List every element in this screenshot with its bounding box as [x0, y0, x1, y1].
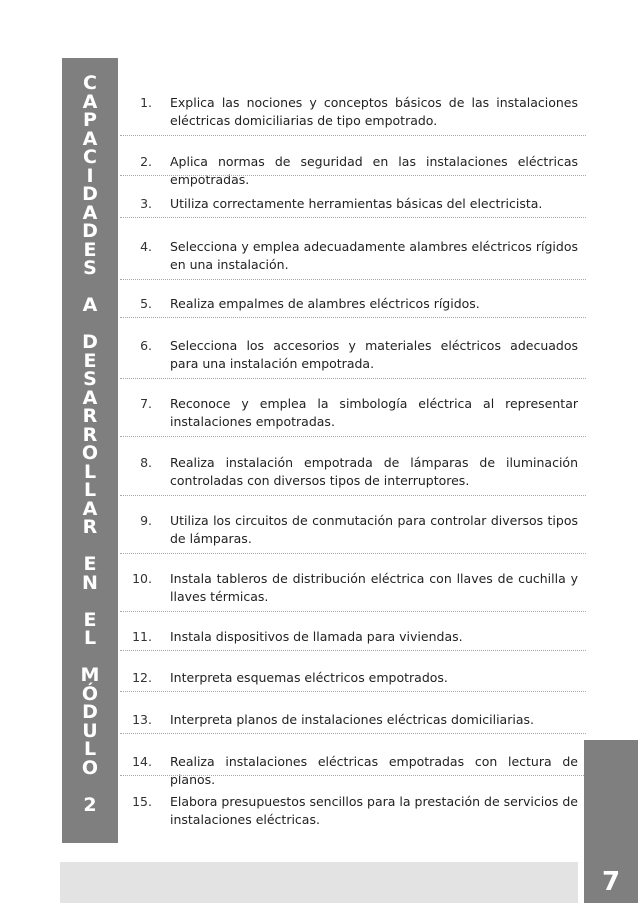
list-item-text: Realiza empalmes de alambres eléctricos rígidos. — [170, 296, 480, 311]
list-item-number: 13. — [132, 712, 152, 727]
vertical-title-letter: D — [82, 701, 98, 723]
list-item-text: Aplica normas de seguridad en las instalaciones eléctricas empotradas. — [170, 154, 578, 187]
vertical-title-letter: R — [82, 516, 98, 538]
dotted-divider — [120, 650, 586, 651]
vertical-title — [62, 74, 118, 814]
vertical-title-letter: A — [82, 386, 98, 409]
vertical-title-letter: N — [82, 571, 98, 594]
vertical-title-letter: R — [82, 423, 98, 446]
list-item-text: Realiza instalaciones eléctricas empotradas con lectura de planos. — [170, 754, 578, 787]
dotted-divider — [120, 135, 586, 136]
dotted-divider — [120, 553, 586, 554]
vertical-title-letter: E — [83, 553, 97, 575]
dotted-divider — [120, 495, 586, 496]
list-item-text: Interpreta esquemas eléctricos empotrados. — [170, 670, 448, 685]
list-item-text: Realiza instalación empotrada de lámparas de iluminación controladas con diversos tipos de interruptores. — [170, 455, 578, 488]
vertical-title-letter: E — [83, 349, 97, 372]
vertical-title-letter: R — [82, 405, 98, 427]
vertical-title-letter: D — [82, 220, 98, 242]
dotted-divider — [120, 175, 586, 176]
list-item-number: 5. — [140, 296, 152, 311]
list-item-text: Instala dispositivos de llamada para viviendas. — [170, 629, 463, 644]
list-item-text: Selecciona y emplea adecuadamente alambres eléctricos rígidos en una instalación. — [170, 239, 578, 272]
list-item-number: 2. — [140, 154, 152, 169]
list-item-text: Instala tableros de distribución eléctrica con llaves de cuchilla y llaves térmicas. — [170, 571, 578, 604]
list-item-text: Selecciona los accesorios y materiales eléctricos adecuados para una instalación empotrada. — [170, 338, 578, 371]
vertical-title-letter: M — [80, 664, 100, 686]
footer-bar — [60, 862, 578, 903]
list-item-number: 14. — [132, 754, 152, 769]
dotted-divider — [120, 436, 586, 437]
vertical-title-letter: S — [83, 257, 97, 279]
vertical-title-letter: I — [86, 164, 94, 187]
vertical-title-letter: C — [83, 146, 97, 168]
page-number-tab — [584, 740, 638, 903]
dotted-divider — [120, 611, 586, 612]
dotted-divider — [120, 317, 586, 318]
dotted-divider — [120, 775, 586, 776]
vertical-title-letter: P — [83, 109, 97, 131]
dotted-divider — [120, 691, 586, 692]
list-item-number: 8. — [140, 455, 152, 470]
vertical-title-letter: Ó — [81, 682, 99, 705]
vertical-title-letter — [62, 777, 118, 796]
list-item-text: Explica las nociones y conceptos básicos de las instalaciones eléctricas domiciliarias de tipo empotrado. — [170, 95, 578, 128]
vertical-title-letter: E — [83, 238, 97, 261]
vertical-title-letter: L — [83, 627, 97, 649]
list-item-number: 11. — [132, 629, 152, 644]
vertical-title-letter: 2 — [83, 793, 97, 816]
vertical-title-letter: A — [82, 294, 98, 316]
dotted-divider — [120, 279, 586, 280]
list-item-number: 15. — [132, 794, 152, 809]
list-item-text: Reconoce y emplea la simbología eléctrica al representar instalaciones empotradas. — [170, 396, 578, 429]
vertical-title-letter: D — [82, 331, 98, 353]
vertical-title-bar — [62, 58, 118, 843]
vertical-title-letter: L — [83, 479, 97, 501]
vertical-title-letter: L — [83, 738, 97, 760]
dotted-divider — [120, 378, 586, 379]
vertical-title-letter: S — [83, 368, 97, 390]
dotted-divider — [120, 217, 586, 218]
list-item-number: 12. — [132, 670, 152, 685]
list-item-number: 4. — [140, 239, 152, 254]
vertical-title-letter — [62, 592, 118, 611]
vertical-title-letter: E — [83, 608, 97, 631]
list-item-number: 6. — [140, 338, 152, 353]
vertical-title-letter: O — [81, 756, 99, 779]
vertical-title-letter: U — [82, 719, 98, 742]
vertical-title-letter: A — [82, 127, 98, 150]
vertical-title-letter: C — [83, 72, 97, 94]
vertical-title-letter: A — [82, 497, 98, 520]
dotted-divider — [120, 733, 586, 734]
vertical-title-letter: A — [82, 90, 98, 113]
list-item-number: 7. — [140, 396, 152, 411]
list-item-text: Utiliza los circuitos de conmutación para controlar diversos tipos de lámparas. — [170, 513, 578, 546]
page-number: 7 — [601, 867, 621, 897]
vertical-title-letter: A — [82, 201, 98, 224]
list-item-number: 3. — [140, 196, 152, 211]
list-item-text: Utiliza correctamente herramientas básicas del electricista. — [170, 196, 543, 211]
vertical-title-letter: O — [81, 442, 99, 464]
list-item-text: Interpreta planos de instalaciones eléctricas domiciliarias. — [170, 712, 534, 727]
vertical-title-letter: L — [83, 460, 97, 483]
list-item-number: 10. — [132, 571, 152, 586]
list-item-number: 9. — [140, 513, 152, 528]
list-item-number: 1. — [140, 95, 152, 110]
list-item-text: Elabora presupuestos sencillos para la prestación de servicios de instalaciones eléctricas. — [170, 794, 578, 827]
vertical-title-letter: D — [82, 183, 98, 205]
